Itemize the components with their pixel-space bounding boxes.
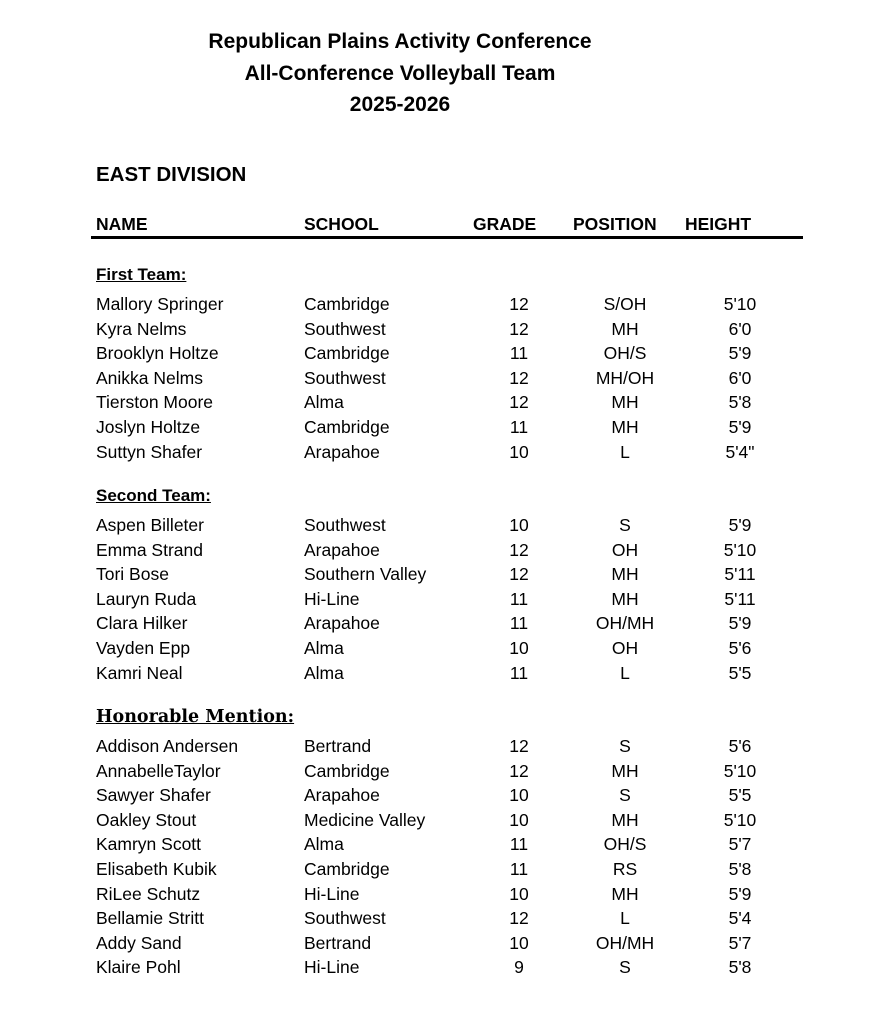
player-grade: 12 xyxy=(509,367,529,388)
player-height: 5'11 xyxy=(724,588,756,609)
player-height: 5'9 xyxy=(728,883,752,904)
table-row xyxy=(0,759,875,784)
player-grade: 12 xyxy=(509,392,529,413)
table-row xyxy=(0,538,875,563)
player-height: 5'4 xyxy=(728,908,752,929)
player-name: Suttyn Shafer xyxy=(96,441,203,462)
player-grade: 10 xyxy=(509,638,529,658)
player-name: Anikka Nelms xyxy=(96,367,203,388)
team-name: All-Conference Volleyball Team xyxy=(244,61,556,85)
player-position: MH/OH xyxy=(595,367,655,388)
table-row xyxy=(0,366,875,391)
player-position: OH/MH xyxy=(595,932,655,953)
table-row xyxy=(0,390,875,415)
table-row xyxy=(0,857,875,882)
player-school: Medicine Valley xyxy=(304,809,426,830)
player-height: 5'7 xyxy=(728,932,752,953)
player-school: Alma xyxy=(304,638,344,658)
table-row xyxy=(0,562,875,587)
player-height: 5'9 xyxy=(728,613,752,634)
table-row xyxy=(0,415,875,440)
column-header-height: HEIGHT xyxy=(685,214,752,234)
player-school: Cambridge xyxy=(304,417,390,437)
player-grade: 12 xyxy=(509,294,529,314)
player-name: Mallory Springer xyxy=(96,294,224,314)
player-school: Southwest xyxy=(304,908,386,929)
player-school: Arapahoe xyxy=(304,785,380,806)
honorable-mention-heading: Honorable Mention: xyxy=(96,707,295,727)
player-name: Brooklyn Holtze xyxy=(96,343,219,364)
column-header-name: NAME xyxy=(96,214,148,234)
player-height: 5'6 xyxy=(728,638,752,658)
player-name: Kamryn Scott xyxy=(96,834,202,855)
player-name: Kamri Neal xyxy=(96,662,183,683)
player-name: Clara Hilker xyxy=(96,613,188,634)
player-school: Alma xyxy=(304,392,344,413)
player-height: 5'10 xyxy=(723,539,757,560)
header-divider xyxy=(91,236,803,239)
player-position: L xyxy=(620,662,630,683)
player-grade: 10 xyxy=(509,515,529,535)
player-grade: 9 xyxy=(514,957,524,978)
player-grade: 12 xyxy=(509,736,529,756)
player-position: MH xyxy=(611,417,639,437)
player-position: S/OH xyxy=(603,294,647,314)
table-row xyxy=(0,955,875,980)
table-row xyxy=(0,882,875,907)
player-name: Tierston Moore xyxy=(96,392,214,413)
player-position: MH xyxy=(611,883,639,904)
player-position: OH xyxy=(611,539,639,560)
player-grade: 11 xyxy=(509,834,529,855)
player-grade: 10 xyxy=(509,932,529,953)
player-school: Bertrand xyxy=(304,932,372,953)
table-row xyxy=(0,636,875,661)
player-height: 5'6 xyxy=(728,736,752,756)
player-position: S xyxy=(619,957,631,978)
player-grade: 11 xyxy=(509,613,529,634)
player-school: Arapahoe xyxy=(304,613,380,634)
document-title xyxy=(0,26,800,121)
player-name: Lauryn Ruda xyxy=(96,588,197,609)
player-height: 5'9 xyxy=(728,515,752,535)
player-height: 5'8 xyxy=(728,957,752,978)
player-height: 5'10 xyxy=(723,760,757,781)
player-name: Vayden Epp xyxy=(96,638,191,658)
player-position: OH xyxy=(611,638,639,658)
player-grade: 10 xyxy=(509,883,529,904)
player-position: MH xyxy=(611,809,639,830)
season-year: 2025-2026 xyxy=(349,93,451,116)
player-school: Arapahoe xyxy=(304,539,380,560)
player-position: MH xyxy=(611,588,639,609)
player-grade: 11 xyxy=(509,343,529,364)
player-position: L xyxy=(620,908,630,929)
division-heading: EAST DIVISION xyxy=(96,163,247,186)
first-team-heading: First Team: xyxy=(96,265,187,284)
player-name: Klaire Pohl xyxy=(96,957,181,978)
player-height: 5'10 xyxy=(723,809,757,830)
player-grade: 11 xyxy=(509,662,529,683)
table-row xyxy=(0,906,875,931)
player-height: 5'10 xyxy=(723,294,757,314)
second-team-heading: Second Team: xyxy=(96,486,211,505)
player-position: OH/S xyxy=(603,343,647,364)
player-name: Tori Bose xyxy=(96,564,169,585)
player-position: OH/MH xyxy=(595,613,655,634)
player-school: Cambridge xyxy=(304,343,390,364)
player-height: 5'4" xyxy=(725,441,755,462)
player-name: Aspen Billeter xyxy=(96,515,204,535)
player-height: 6'0 xyxy=(728,367,752,388)
player-school: Cambridge xyxy=(304,294,390,314)
player-grade: 12 xyxy=(509,539,529,560)
player-height: 5'5 xyxy=(728,785,752,806)
column-header-position: POSITION xyxy=(573,214,657,234)
table-row xyxy=(0,832,875,857)
player-school: Southern Valley xyxy=(304,564,427,585)
player-school: Hi-Line xyxy=(304,883,360,904)
table-row xyxy=(0,808,875,833)
player-school: Bertrand xyxy=(304,736,372,756)
player-position: S xyxy=(619,736,631,756)
player-name: Addison Andersen xyxy=(96,736,239,756)
player-school: Southwest xyxy=(304,318,386,339)
player-height: 5'9 xyxy=(728,343,752,364)
player-grade: 10 xyxy=(509,441,529,462)
player-grade: 12 xyxy=(509,760,529,781)
player-position: OH/S xyxy=(603,834,647,855)
player-grade: 10 xyxy=(509,785,529,806)
conference-name: Republican Plains Activity Conference xyxy=(208,30,592,53)
player-position: RS xyxy=(612,859,638,879)
player-position: MH xyxy=(611,392,639,413)
player-name: Joslyn Holtze xyxy=(96,417,201,437)
player-grade: 11 xyxy=(509,417,529,437)
table-row xyxy=(0,783,875,808)
player-grade: 11 xyxy=(509,859,529,879)
table-row xyxy=(0,587,875,612)
player-name: RiLee Schutz xyxy=(96,883,201,904)
table-row xyxy=(0,513,875,538)
player-name: Oakley Stout xyxy=(96,809,197,830)
player-name: Sawyer Shafer xyxy=(96,785,211,806)
player-position: L xyxy=(620,441,630,462)
player-height: 5'5 xyxy=(728,662,752,683)
column-header-grade: GRADE xyxy=(473,214,537,234)
player-school: Hi-Line xyxy=(304,588,360,609)
table-row xyxy=(0,317,875,342)
player-height: 5'8 xyxy=(728,392,752,413)
player-name: Bellamie Stritt xyxy=(96,908,204,929)
player-position: MH xyxy=(611,760,639,781)
player-school: Cambridge xyxy=(304,859,390,879)
table-row xyxy=(0,341,875,366)
player-height: 5'7 xyxy=(728,834,752,855)
table-row xyxy=(0,931,875,956)
player-grade: 11 xyxy=(509,588,529,609)
player-school: Southwest xyxy=(304,367,386,388)
player-grade: 12 xyxy=(509,318,529,339)
player-position: MH xyxy=(611,318,639,339)
player-name: AnnabelleTaylor xyxy=(96,760,221,781)
player-school: Southwest xyxy=(304,515,386,535)
player-height: 5'9 xyxy=(728,417,752,437)
player-name: Elisabeth Kubik xyxy=(96,859,217,879)
table-row xyxy=(0,292,875,317)
player-school: Arapahoe xyxy=(304,441,380,462)
player-position: S xyxy=(619,785,631,806)
table-row xyxy=(0,440,875,465)
player-height: 5'11 xyxy=(724,564,756,585)
player-school: Hi-Line xyxy=(304,957,360,978)
player-position: S xyxy=(619,515,631,535)
player-grade: 10 xyxy=(509,809,529,830)
player-grade: 12 xyxy=(509,908,529,929)
player-school: Alma xyxy=(304,662,344,683)
player-grade: 12 xyxy=(509,564,529,585)
player-school: Alma xyxy=(304,834,344,855)
player-name: Addy Sand xyxy=(96,932,182,953)
player-name: Emma Strand xyxy=(96,539,203,560)
table-row xyxy=(0,734,875,759)
player-height: 5'8 xyxy=(728,859,752,879)
column-header-school: SCHOOL xyxy=(304,214,379,234)
player-name: Kyra Nelms xyxy=(96,318,187,339)
table-row xyxy=(0,661,875,686)
table-row xyxy=(0,611,875,636)
player-height: 6'0 xyxy=(728,318,752,339)
player-position: MH xyxy=(611,564,639,585)
column-headers xyxy=(0,214,875,236)
player-school: Cambridge xyxy=(304,760,390,781)
